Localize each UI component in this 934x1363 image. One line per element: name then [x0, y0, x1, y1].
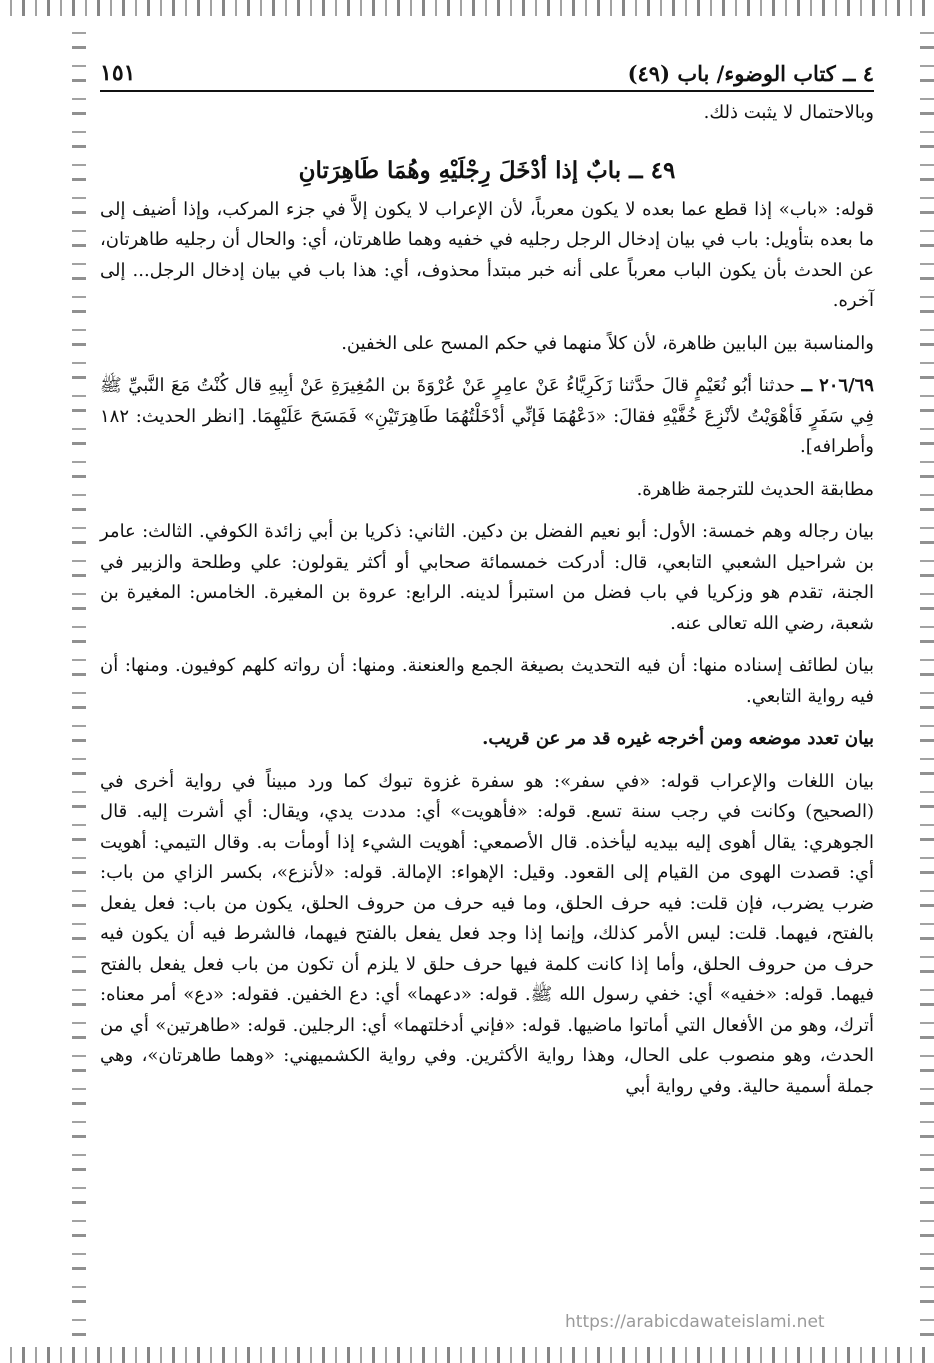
commentary-paragraph-1: قوله: «باب» إذا قطع عما بعده لا يكون معرباً، لأن الإعراب لا يكون إلاَّ في جزء المركب، وإذا أضيف إلى ما بعده بتأويل: باب في بيان إدخال الرجل رجليه في خفيه وهما طاهرتان، أي: والحال أن رجليه طاهرتان، عن الحدث بأن يكون الباب معرباً على أنه خبر مبتدأ محذوف، أي: هذا باب في بيان إدخال الرجل... إلى آخره.: [100, 198, 874, 311]
sources-paragraph: بيان تعدد موضعه ومن أخرجه غيره قد مر عن قريب.: [482, 728, 874, 749]
commentary-paragraph-2: والمناسبة بين البابين ظاهرة، لأن كلاً منهما في حكم المسح على الخفين.: [341, 332, 874, 354]
intro-line: وبالاحتمال لا يثبت ذلك.: [703, 102, 874, 123]
page-header: [100, 48, 874, 92]
page-border-top: [0, 0, 934, 16]
narrators-paragraph: بيان رجاله وهم خمسة: الأول: أبو نعيم الفضل بن دكين. الثاني: ذكريا بن أبي زائدة الكوفي. الثالث: عامر بن شراحيل الشعبي التابعي، قال: أدركت خمسمائة صحابي أو أكثر يقولون: علي وطلحة والزبير في الجنة، تقدم هو وزكريا في باب فضل من استبرأ لدينه. الرابع: عروة بن المغيرة. الخامس: المغيرة بن شعبة، رضي الله تعالى عنه.: [100, 521, 874, 634]
hadith-text: [100, 371, 874, 463]
isnad-paragraph: بيان لطائف إسناده منها: أن فيه التحديث بصيغة الجمع والعنعنة. ومنها: أن رواته كلهم كوفيون. ومنها: أن فيه رواية التابعي.: [100, 655, 874, 707]
running-title: ٤ ــ كتاب الوضوء/ باب (٤٩): [627, 61, 874, 86]
page-border-bottom: [0, 1347, 934, 1363]
language-paragraph: بيان اللغات والإعراب قوله: «في سفر»: هو سفرة غزوة تبوك كما ورد مبيناً في رواية أخرى في (الصحيح) وكانت في رجب سنة تسع. قوله: «فأهويت» أي: مددت يدي، ويقال: أي أشرت إليه. قال الجوهري: يقال أهوى إليه بيديه ليأخذه. قال الأصمعي: أهويت الشيء إذا أومأت به. وقال التيمي: أهويت أي: قصدت الهوى من القيام إلى القعود. وقيل: الإهواء: الإمالة. قوله: «لأنزع»، بكسر الزاي من باب: ضرب يضرب، فإن قلت: فيه حرف الحلق، وما فيه حرف من حروف الحلق، يكون من باب: فعل يفعل بالفتح، فيهما. قلت: ليس الأمر كذلك، وإنما إذا وجد فعل يفعل بالفتح فيهما، فالشرط فيه أن يكون فيه حرف من حروف الحلق، وأما إذا كانت كلمة فيها حرف حلق لا يلزم أن تكون من باب فعل يفعل بالفتح فيهما. قوله: «خفيه» أي: خفي رسول الله ﷺ. قوله: «دعهما» أي: دع الخفين. فقوله: «دع» أمر معناه: أترك، وهو من الأفعال التي أماتوا ماضيها. قوله: «فإني أدخلتهما» أي: الرجلين. قوله: «طاهرتين» أي من الحدث، وهو منصوب على الحال، وهذا رواية الأكثرين. وفي رواية الكشميهني: «وهما طاهرتان»، وهي جملة أسمية حالية. وفي رواية أبي: [100, 770, 874, 1097]
commentary-paragraph-3: مطابقة الحديث للترجمة ظاهرة.: [636, 478, 874, 500]
hadith-body: حدثنا أبُو نُعَيْمٍ قالَ حدَّثنا زَكَرِيَّاءُ عَنْ عامِرٍ عَنْ عُرْوَةَ بن المُغِيرَةِ عَنْ أبِيهِ قال كُنْتُ مَعَ النَّبيِّ ﷺ فِي سَفَرٍ فَأهْوَيْتُ لأنْزِعَ خُفَّيْهِ فقالَ: «دَعْهُمَا فَإنِّي أدْخَلْتُهُمَا طَاهِرَتَيْنِ» فَمَسَحَ عَلَيْهِمَا. [انظر الحديث: ١٨٢ وأطرافه].: [100, 375, 874, 457]
chapter-heading: ٤٩ ــ بابٌ إذا أدْخَلَ رِجْلَيْهِ وهُمَا طَاهِرَتانِ: [298, 156, 676, 184]
page-border-right: [920, 16, 934, 1347]
watermark-url: https://arabicdawateislami.net: [565, 1312, 825, 1332]
page-number: ١٥١: [100, 60, 136, 86]
page-border-left: [72, 16, 86, 1347]
book-page: [100, 48, 874, 1338]
hadith-number: ٢٠٦/٦٩ ــ: [801, 375, 874, 396]
